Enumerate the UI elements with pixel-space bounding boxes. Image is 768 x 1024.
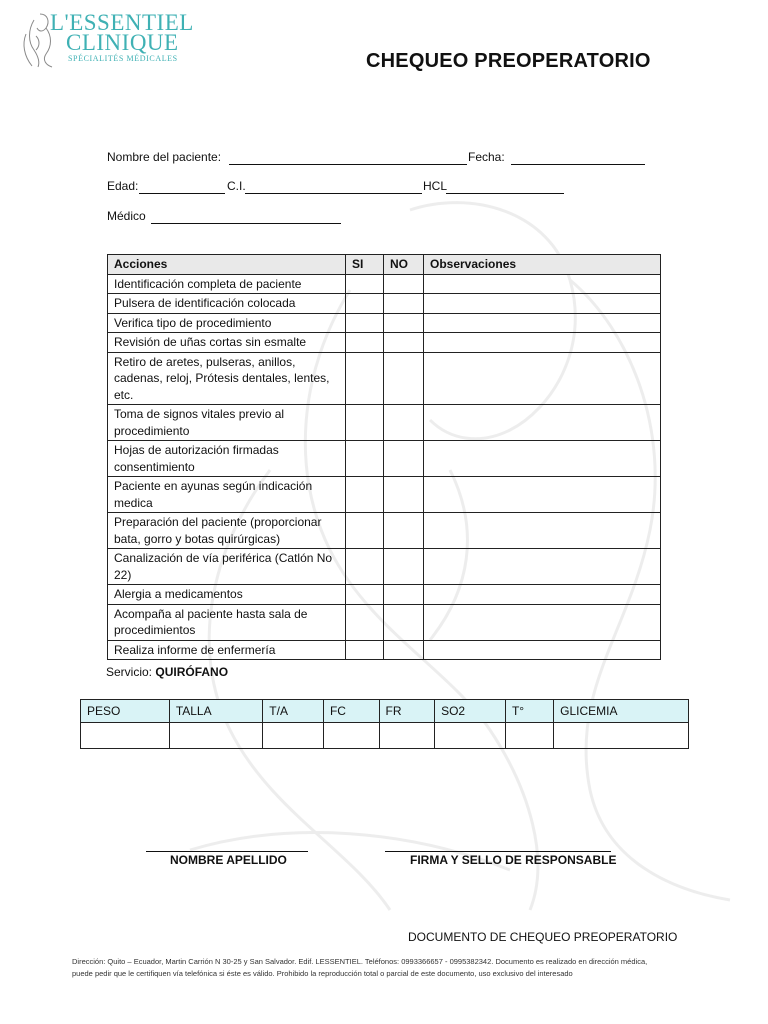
observaciones-cell[interactable] xyxy=(424,441,661,477)
action-label: Realiza informe de enfermería xyxy=(108,640,346,660)
footer-text xyxy=(72,956,702,980)
vitals-header-ta: T/A xyxy=(263,700,324,723)
table-row xyxy=(108,441,661,477)
service-value: QUIRÓFANO xyxy=(155,665,229,679)
si-cell[interactable] xyxy=(346,405,384,441)
vitals-header-glicemia: GLICEMIA xyxy=(554,700,689,723)
observaciones-cell[interactable] xyxy=(424,294,661,314)
action-label: Toma de signos vitales previo al procedimiento xyxy=(108,405,346,441)
si-cell[interactable] xyxy=(346,352,384,405)
age-label: Edad: xyxy=(107,179,139,193)
si-cell[interactable] xyxy=(346,604,384,640)
vitals-table xyxy=(80,699,689,749)
observaciones-cell[interactable] xyxy=(424,549,661,585)
table-row xyxy=(108,604,661,640)
vitals-header-fc: FC xyxy=(323,700,379,723)
document-title: CHEQUEO PREOPERATORIO xyxy=(366,50,651,72)
date-field[interactable] xyxy=(511,164,645,165)
ci-field[interactable] xyxy=(245,193,422,194)
observaciones-cell[interactable] xyxy=(424,333,661,353)
table-row xyxy=(108,274,661,294)
age-field[interactable] xyxy=(139,193,225,194)
action-label: Retiro de aretes, pulseras, anillos, cadenas, reloj, Prótesis dentales, lentes, etc. xyxy=(108,352,346,405)
table-row xyxy=(108,549,661,585)
si-cell[interactable] xyxy=(346,274,384,294)
si-cell[interactable] xyxy=(346,585,384,605)
table-header-row xyxy=(108,255,661,275)
no-cell[interactable] xyxy=(384,333,424,353)
observaciones-cell[interactable] xyxy=(424,352,661,405)
logo-text-line1: L'ESSENTIEL xyxy=(50,10,194,35)
no-cell[interactable] xyxy=(384,549,424,585)
no-cell[interactable] xyxy=(384,274,424,294)
patient-name-label: Nombre del paciente: xyxy=(107,150,222,164)
vitals-cell-temp[interactable] xyxy=(505,723,553,749)
vitals-header-fr: FR xyxy=(379,700,435,723)
vitals-cell-glicemia[interactable] xyxy=(554,723,689,749)
action-label: Canalización de vía periférica (Catlón No 22) xyxy=(108,549,346,585)
action-label: Identificación completa de paciente xyxy=(108,274,346,294)
action-label: Alergia a medicamentos xyxy=(108,585,346,605)
no-cell[interactable] xyxy=(384,405,424,441)
header-si: SI xyxy=(346,255,384,275)
action-label: Paciente en ayunas según indicación medica xyxy=(108,477,346,513)
observaciones-cell[interactable] xyxy=(424,640,661,660)
action-label: Verifica tipo de procedimiento xyxy=(108,313,346,333)
si-cell[interactable] xyxy=(346,477,384,513)
table-row xyxy=(108,313,661,333)
observaciones-cell[interactable] xyxy=(424,585,661,605)
si-cell[interactable] xyxy=(346,313,384,333)
doctor-label: Médico xyxy=(107,209,146,223)
table-row xyxy=(108,585,661,605)
observaciones-cell[interactable] xyxy=(424,477,661,513)
table-row xyxy=(108,405,661,441)
header-no: NO xyxy=(384,255,424,275)
vitals-header-row xyxy=(81,700,689,723)
action-label: Hojas de autorización firmadas consentimiento xyxy=(108,441,346,477)
actions-table xyxy=(107,254,661,660)
observaciones-cell[interactable] xyxy=(424,604,661,640)
no-cell[interactable] xyxy=(384,640,424,660)
document-name: DOCUMENTO DE CHEQUEO PREOPERATORIO xyxy=(408,930,678,944)
si-cell[interactable] xyxy=(346,549,384,585)
vitals-cell-so2[interactable] xyxy=(435,723,506,749)
header-acciones: Acciones xyxy=(108,255,346,275)
service-label: Servicio: xyxy=(106,665,153,679)
patient-name-field[interactable] xyxy=(229,164,467,165)
table-row xyxy=(108,333,661,353)
vitals-value-row xyxy=(81,723,689,749)
clinic-logo xyxy=(20,10,210,68)
si-cell[interactable] xyxy=(346,333,384,353)
vitals-cell-talla[interactable] xyxy=(169,723,262,749)
table-row xyxy=(108,477,661,513)
action-label: Revisión de uñas cortas sin esmalte xyxy=(108,333,346,353)
table-row xyxy=(108,352,661,405)
no-cell[interactable] xyxy=(384,294,424,314)
vitals-header-talla: TALLA xyxy=(169,700,262,723)
responsible-signature-line[interactable] xyxy=(385,851,611,852)
table-row xyxy=(108,513,661,549)
no-cell[interactable] xyxy=(384,441,424,477)
action-label: Preparación del paciente (proporcionar bata, gorro y botas quirúrgicas) xyxy=(108,513,346,549)
responsible-signature-label: FIRMA Y SELLO DE RESPONSABLE xyxy=(410,853,617,867)
name-signature-label: NOMBRE APELLIDO xyxy=(170,853,287,867)
si-cell[interactable] xyxy=(346,513,384,549)
service-line xyxy=(106,665,228,679)
logo-text-line3: SPÉCIALITÉS MÉDICALES xyxy=(68,54,178,63)
vitals-header-temp: T° xyxy=(505,700,553,723)
footer-line2: puede pedir que le certifiquen vía telefónica si éste es válido. Prohibido la reproducción total o parcial de este documento, uso exclusivo del interesado xyxy=(72,969,573,978)
observaciones-cell[interactable] xyxy=(424,274,661,294)
footer-line1: Dirección: Quito – Ecuador, Martin Carrión N 30-25 y San Salvador. Edif. LESSENTIEL. Teléfonos: 0993366657 - 0995382342. Documento es realizado en dirección médica, xyxy=(72,957,648,966)
vitals-cell-fc[interactable] xyxy=(323,723,379,749)
no-cell[interactable] xyxy=(384,313,424,333)
table-row xyxy=(108,294,661,314)
doctor-field[interactable] xyxy=(151,223,341,224)
vitals-cell-ta[interactable] xyxy=(263,723,324,749)
hcl-label: HCL xyxy=(423,179,448,193)
no-cell[interactable] xyxy=(384,604,424,640)
ci-label: C.I. xyxy=(227,179,246,193)
action-label: Acompaña al paciente hasta sala de procedimientos xyxy=(108,604,346,640)
si-cell[interactable] xyxy=(346,294,384,314)
no-cell[interactable] xyxy=(384,513,424,549)
header-observaciones: Observaciones xyxy=(424,255,661,275)
date-label: Fecha: xyxy=(468,150,505,164)
observaciones-cell[interactable] xyxy=(424,513,661,549)
vitals-header-so2: SO2 xyxy=(435,700,506,723)
observaciones-cell[interactable] xyxy=(424,405,661,441)
name-signature-line[interactable] xyxy=(146,851,308,852)
si-cell[interactable] xyxy=(346,441,384,477)
vitals-cell-fr[interactable] xyxy=(379,723,435,749)
observaciones-cell[interactable] xyxy=(424,313,661,333)
hcl-field[interactable] xyxy=(446,193,564,194)
vitals-header-peso: PESO xyxy=(81,700,170,723)
no-cell[interactable] xyxy=(384,477,424,513)
table-row xyxy=(108,640,661,660)
no-cell[interactable] xyxy=(384,585,424,605)
vitals-cell-peso[interactable] xyxy=(81,723,170,749)
no-cell[interactable] xyxy=(384,352,424,405)
logo-text-line2: CLINIQUE xyxy=(66,30,179,55)
si-cell[interactable] xyxy=(346,640,384,660)
action-label: Pulsera de identificación colocada xyxy=(108,294,346,314)
